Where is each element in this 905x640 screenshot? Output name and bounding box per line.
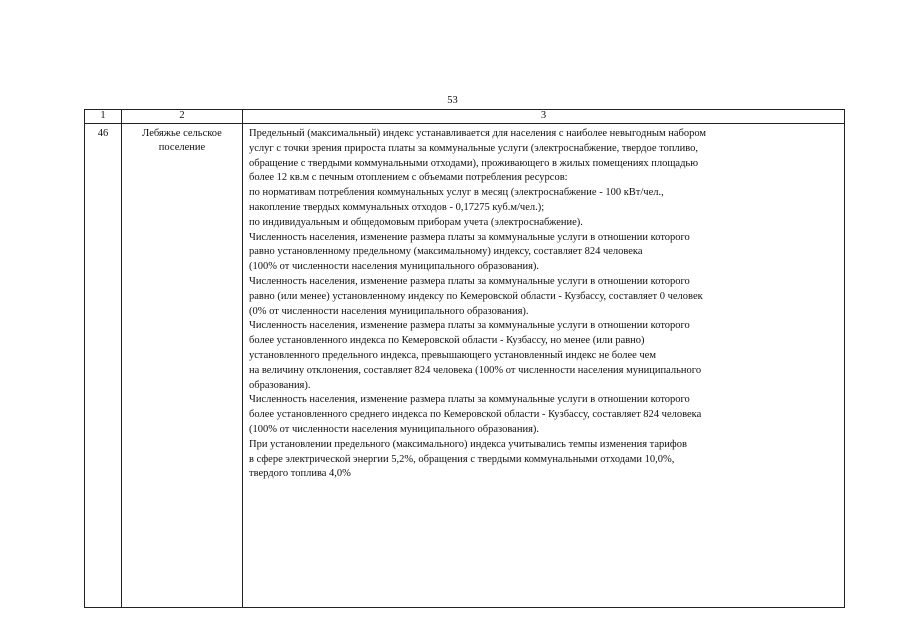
tariff-index-table bbox=[84, 109, 845, 608]
column-header-1: 1 bbox=[85, 110, 122, 124]
table-row bbox=[85, 124, 845, 608]
column-header-3: 3 bbox=[243, 110, 845, 124]
description-cell: Предельный (максимальный) индекс устанавливается для населения с наиболее невыгодным набором услуг с точки зрения прироста платы за коммунальные услуги (электроснабжение, твердое топливо, обращение с твердыми коммунальными отходами), проживающего в жилых помещениях площадью более 12 кв.м с печным отоплением с объемами потребления ресурсов: по нормативам потребления коммунальных услуг в месяц (электроснабжение - 100 кВт/чел., накопление твердых коммунальных отходов - 0,17275 куб.м/чел.); по индивидуальным и общедомовым приборам учета (электроснабжение). Численность населения, изменение размера платы за коммунальные услуги в отношении которого равно установленному предельному (максимальному) индексу, составляет 824 человека (100% от численности населения муниципального образования). Численность населения, изменение размера платы за коммунальные услуги в отношении которого равно (или менее) установленному индексу по Кемеровской области - Кузбассу, составляет 0 человек (0% от численности населения муниципального образования). Численность населения, изменение размера платы за коммунальные услуги в отношении которого более установленного индекса по Кемеровской области - Кузбассу, но менее (или равно) установленного предельного индекса, превышающего установленный индекс не более чем на величину отклонения, составляет 824 человека (100% от численности населения муниципального образования). Численность населения, изменение размера платы за коммунальные услуги в отношении которого более установленного среднего индекса по Кемеровской области - Кузбассу, составляет 824 человека (100% от численности населения муниципального образования). При установлении предельного (максимального) индекса учитывались темпы изменения тарифов в сфере электрической энергии 5,2%, обращения с твердыми коммунальными отходами 10,0%, твердого топлива 4,0% bbox=[243, 124, 845, 608]
page-number: 53 bbox=[447, 95, 458, 106]
row-number-cell: 46 bbox=[85, 124, 122, 608]
column-header-2: 2 bbox=[122, 110, 243, 124]
settlement-name-cell: Лебяжье сельское поселение bbox=[122, 124, 243, 608]
table-header-row bbox=[85, 110, 845, 124]
